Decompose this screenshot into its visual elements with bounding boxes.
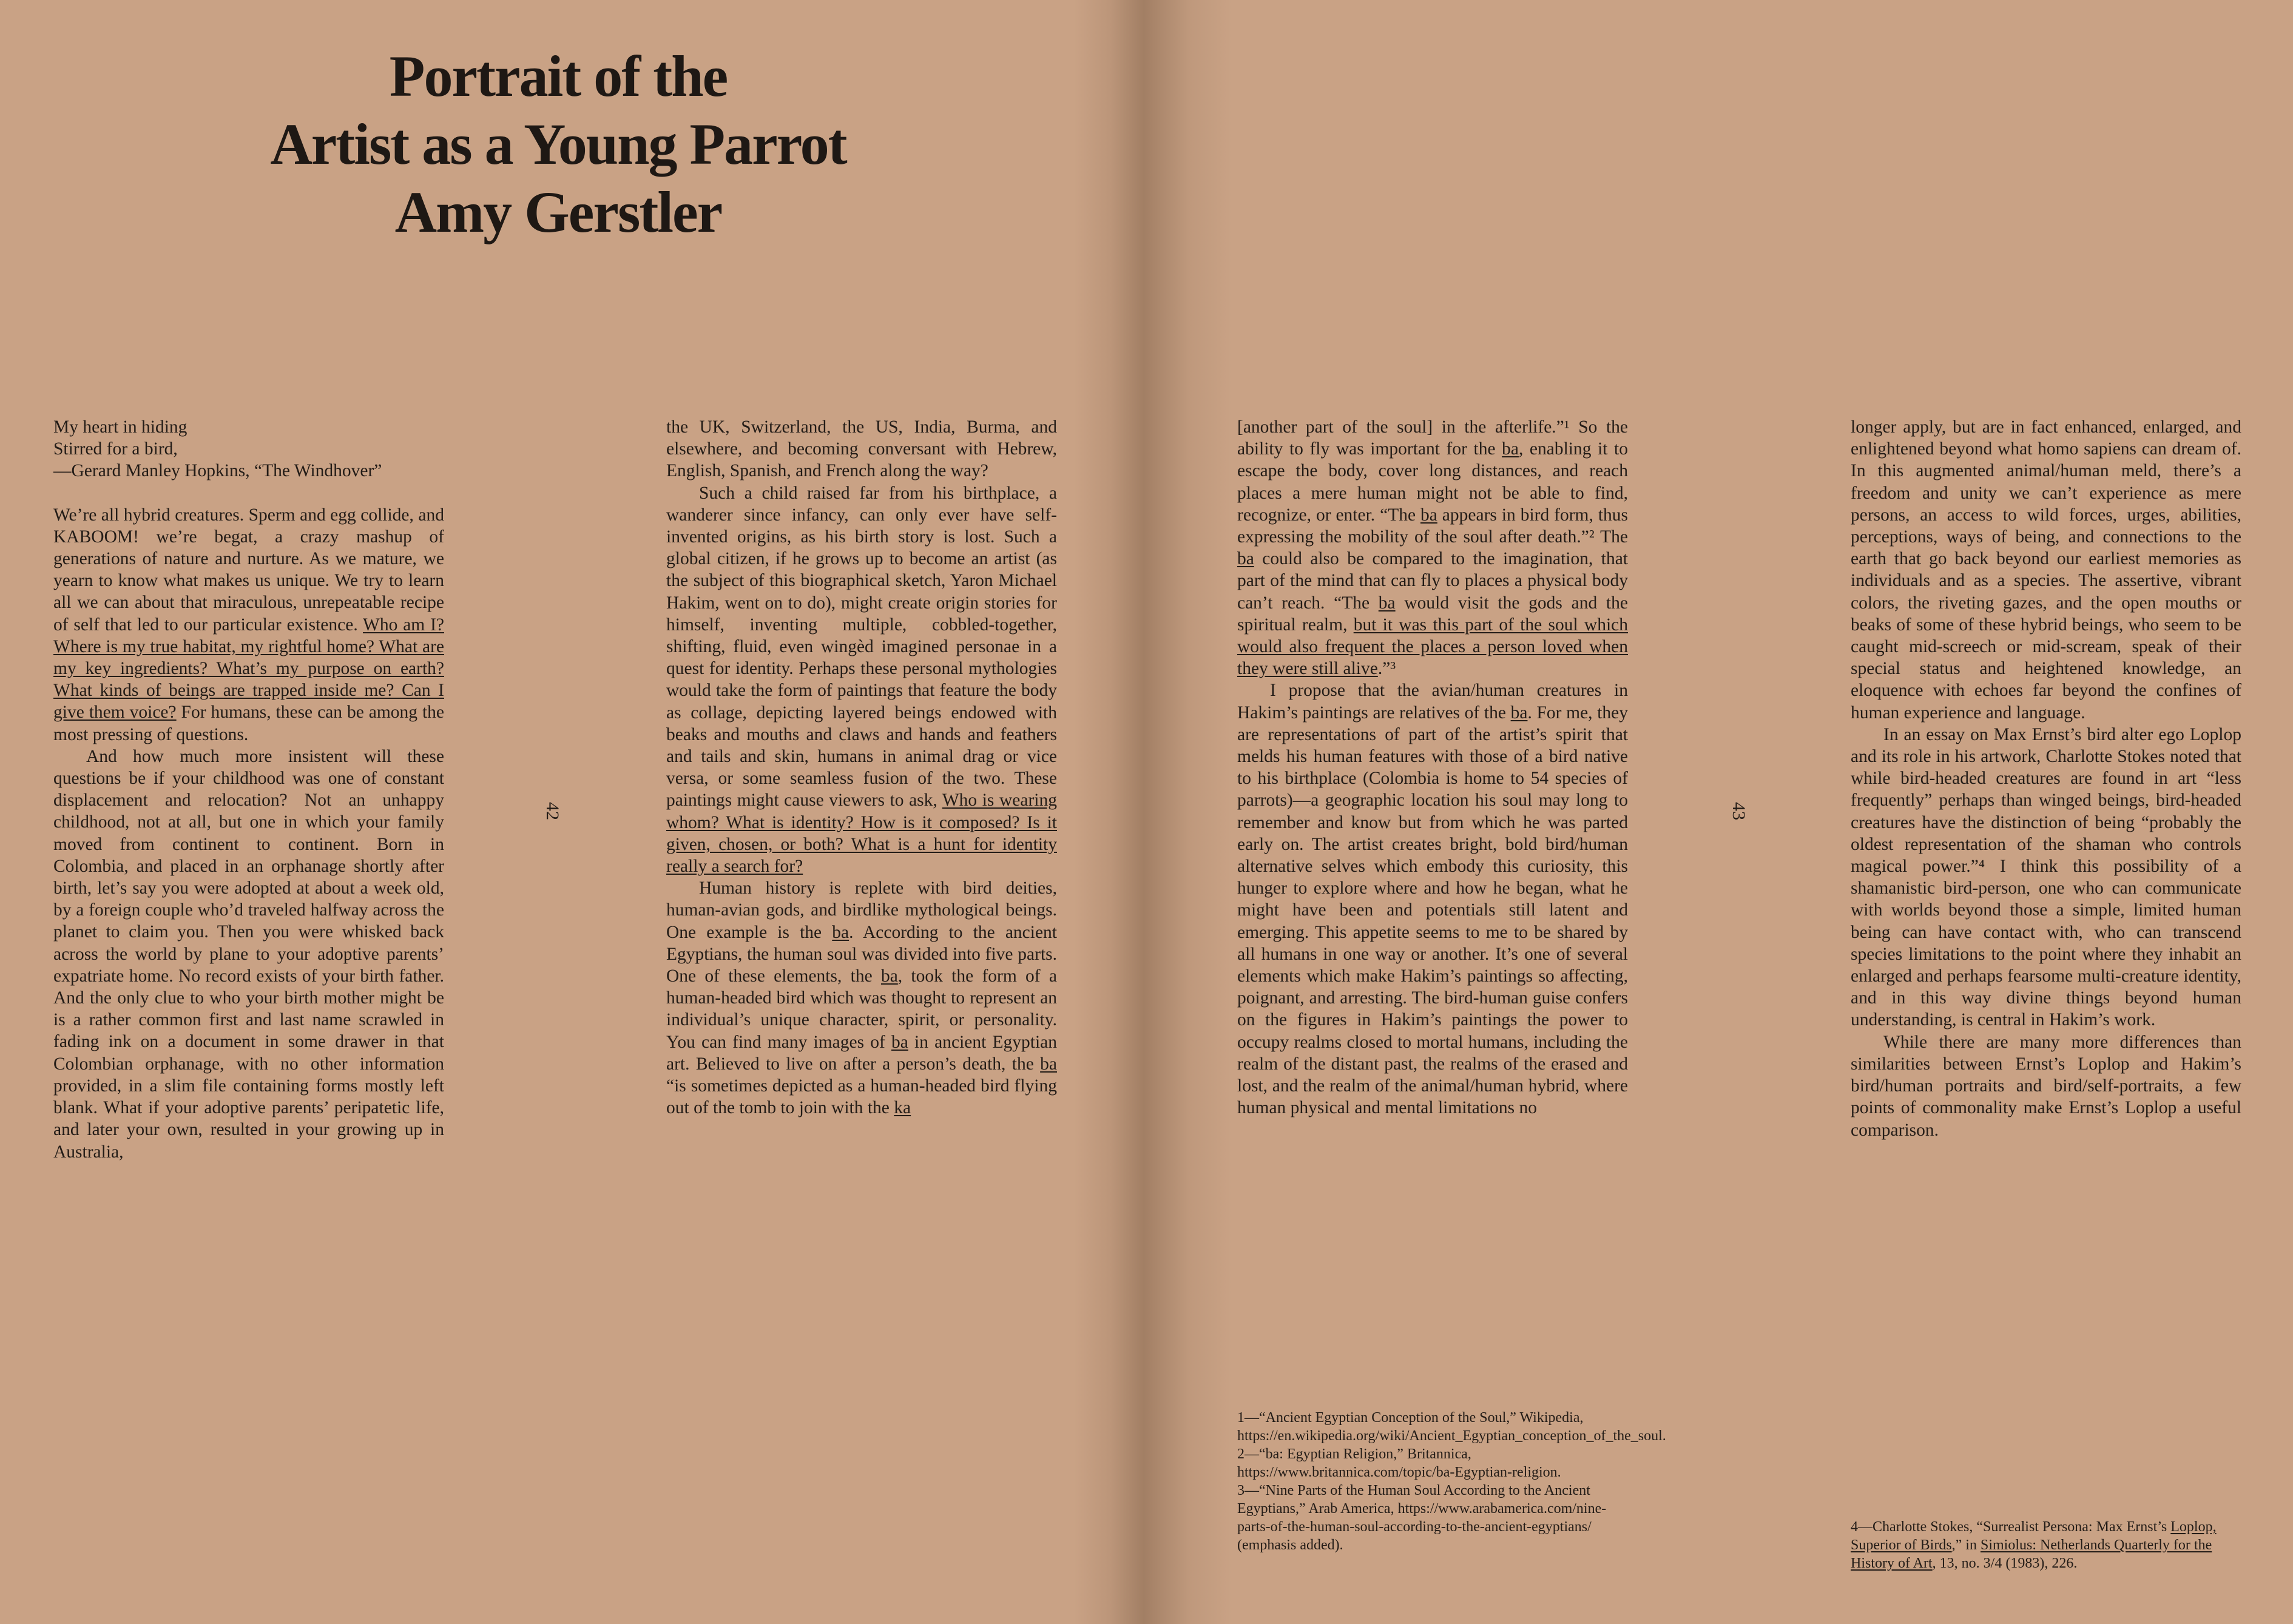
paragraph: longer apply, but are in fact enhanced, enlarged, and enlightened beyond what homo sapiens can dream of. In this augmented animal/human meld, there’s a freedom and unity we can’t experience as mere persons, an access to wild forces, urges, abilities, perceptions, ways of being, and connections to the earth that go back beyond our earliest memories as individuals and as a species. The assertive, vibrant colors, the riveting gazes, and the open mouths or beaks of some of these hybrid beings, who seem to be caught mid-screech or mid-scream, speak of their special status and heightened knowledge, an eloquence with echoes far beyond the confines of human experience and language. [1851,417,2241,723]
text-run: , 13, no. 3/4 (1983), 226. [1932,1555,2078,1571]
paragraph [1237,679,1628,1119]
footnote: 3—“Nine Parts of the Human Soul According to the Ancient Egyptians,” Arab America, https://www.arabamerica.com/nine-parts-of-the-human-soul-according-to-the-ancient-egyptians/ (emphasis added). [1237,1483,1607,1553]
text-run: .”³ [1377,659,1396,679]
epigraph-line-2: Stirred for a bird, [53,439,178,459]
paragraph [1237,416,1628,679]
underlined-text: Simiolus: Netherlands Quarterly for the History of Art [1851,1537,2212,1571]
right-page-column-2 [1851,416,2241,1141]
footnotes-1-3 [1237,1409,1666,1554]
left-page-column-1 [53,416,444,1163]
paragraph [666,877,1057,1119]
footnote [1851,1518,2239,1572]
underlined-term: ka [894,1098,911,1118]
footnote: 1—“Ancient Egyptian Conception of the Soul,” Wikipedia, https://en.wikipedia.org/wiki/Ancient_Egyptian_conception_of_the_soul. [1237,1410,1666,1444]
underlined-text: Who am I? Where is my true habitat, my rightful home? What are my key ingredients? What’s my purpose on earth? What kinds of beings are trapped inside me? Can I give them voice? [53,615,444,723]
paragraph [53,504,444,746]
right-page-column-1 [1237,416,1628,1119]
text-run: Human history is replete with bird deities, human-avian gods, and birdlike mythological beings. One example is the [666,878,1057,942]
text-run: could also be compared to the imagination, that part of the mind that can fly to places a physical body can’t reach. “The [1237,549,1628,613]
text-run: , took the form of a human-headed bird which was thought to represent an individual’s unique character, spirit, or personality. You can find many images of [666,966,1057,1052]
footnote-4 [1851,1518,2239,1572]
text-run: in ancient Egyptian art. Believed to live on after a person’s death, the [666,1032,1057,1074]
page-number-left: 42 [542,802,562,820]
underlined-term: ba [1510,702,1528,723]
underlined-text: Loplop, Superior of Birds [1851,1519,2217,1553]
epigraph-attribution: —Gerard Manley Hopkins, “The Windhover” [53,461,382,481]
underlined-term: ba [1040,1054,1057,1074]
paragraph [666,482,1057,878]
text-run: ,” in [1951,1537,1981,1553]
text-run: For humans, these can be among the most pressing of questions. [53,702,444,744]
text-run: We’re all hybrid creatures. Sperm and egg collide, and KABOOM! we’re begat, a crazy mashup of generations of nature and nurture. As we mature, we yearn to know what makes us unique. We try to learn all we can about that miraculous, unrepeatable recipe of self that led to our particular existence. [53,505,444,635]
text-run: . For me, they are representations of part of the artist’s spirit that melds his human features with those of a bird native to his birthplace (Colombia is home to 54 species of parrots)—a geographic location his soul may long to remember and know but from which he was parted early on. The artist creates bright, bold bird/human alternative selves which embody this curiosity, this hunger to explore where and how he began, what he might have been and potentials still latent and emerging. This appetite seems to me to be shared by all humans in one way or another. It’s one of several elements which make Hakim’s paintings so affecting, poignant, and arresting. The bird-human guise confers on the figures in Hakim’s paintings the power to occupy realms closed to mortal humans, including the realm of the distant past, the realms of the erased and lost, and the realm of the animal/human hybrid, where human physical and mental limitations no [1237,702,1628,1118]
page-number-right: 43 [1729,802,1749,820]
left-page-column-2 [666,416,1057,1119]
underlined-term: ba [1237,549,1254,569]
text-run: “is sometimes depicted as a human-headed bird flying out of the tomb to join with the [666,1076,1057,1118]
paragraph: And how much more insistent will these questions be if your childhood was one of constant displacement and relocation? Not an unhappy childhood, not at all, but one in which your family moved from continent to continent. Born in Colombia, and placed in an orphanage shortly after birth, let’s say you were adopted at about a week old, by a foreign couple who’d traveled halfway across the planet to claim you. Then you were whisked back across the world by plane to your adoptive parents’ expatriate home. No record exists of your birth father. And the only clue to who your birth mother might be is a rather common first and last name scrawled in fading ink on a document in some drawer in that Colombian orphanage, with no other information provided, in a slim file containing forms mostly left blank. What if your adoptive parents’ peripatetic life, and later your own, resulted in your growing up in Australia, [53,746,444,1162]
text-run: 4—Charlotte Stokes, “Surrealist Persona: Max Ernst’s [1851,1519,2171,1535]
epigraph-line-1: My heart in hiding [53,417,187,437]
underlined-term: ba [1420,505,1437,525]
underlined-text: but it was this part of the soul which would also frequent the places a person loved when they were still alive [1237,615,1628,679]
underlined-term: ba [891,1032,908,1052]
text-run: Such a child raised far from his birthplace, a wanderer since infancy, can only ever have self-invented origins, as his birth story is lost. Such a global citizen, if he grows up to become an artist (as the subject of this biographical sketch, Yaron Michael Hakim, went on to do), might create origin stories for himself, inventing multiple, cobbled-together, shifting, fluid, even wingèd imagined personae in a quest for identity. Perhaps these personal mythologies would take the form of paintings that feature the body as collage, depicting layered beings endowed with beaks and mouths and claws and hands and feathers and tails and skin, humans in animal drag or vice versa, or some seamless fusion of the two. These paintings might cause viewers to ask, [666,483,1057,810]
underlined-term: ba [880,966,898,986]
text-run: I propose that the avian/human creatures in Hakim’s paintings are relatives of the [1237,681,1628,723]
underlined-term: ba [1502,439,1519,459]
text-run: , enabling it to escape the body, cover long distances, and reach places a mere human might not be able to find, recognize, or enter. “The [1237,439,1628,525]
text-run: would visit the gods and the spiritual realm, [1237,593,1628,635]
paragraph: In an essay on Max Ernst’s bird alter ego Loplop and its role in his artwork, Charlotte Stokes noted that while bird-headed creatures are found in art “less frequently” perhaps than winged beings, bird-headed creatures have the distinction of being “probably the oldest representation of the shaman who controls magical power.”⁴ I think this possibility of a shamanistic bird-person, one who can communicate with worlds beyond those a simple, limited human being can have contact with, who can transcend species limitations to the point where they inhabit an enlarged and perhaps fearsome multi-creature identity, and in this way divine things beyond human understanding, is central in Hakim’s work. [1851,724,2241,1030]
underlined-term: ba [1378,593,1396,613]
article-title: Portrait of the Artist as a Young Parrot Amy Gerstler [270,44,846,244]
paragraph: the UK, Switzerland, the US, India, Burma, and elsewhere, and becoming conversant with Hebrew, English, Spanish, and French along the way? [666,417,1057,481]
text-run: [another part of the soul] in the afterlife.”¹ So the ability to fly was important for the [1237,417,1628,459]
footnote: 2—“ba: Egyptian Religion,” Britannica, https://www.britannica.com/topic/ba-Egyptian-religion. [1237,1446,1561,1480]
text-run: appears in bird form, thus expressing the mobility of the soul after death.”² The [1237,505,1628,547]
underlined-text: Who is wearing whom? What is identity? How is it composed? Is it given, chosen, or both? What is a hunt for identity really a search for? [666,790,1057,877]
paragraph: While there are many more differences than similarities between Ernst’s Loplop and Hakim’s bird/human portraits and bird/self-portraits, a few points of commonality make Ernst’s Loplop a useful comparison. [1851,1032,2241,1140]
text-run: . According to the ancient Egyptians, the human soul was divided into five parts. One of these elements, the [666,922,1057,986]
underlined-term: ba [832,922,849,942]
